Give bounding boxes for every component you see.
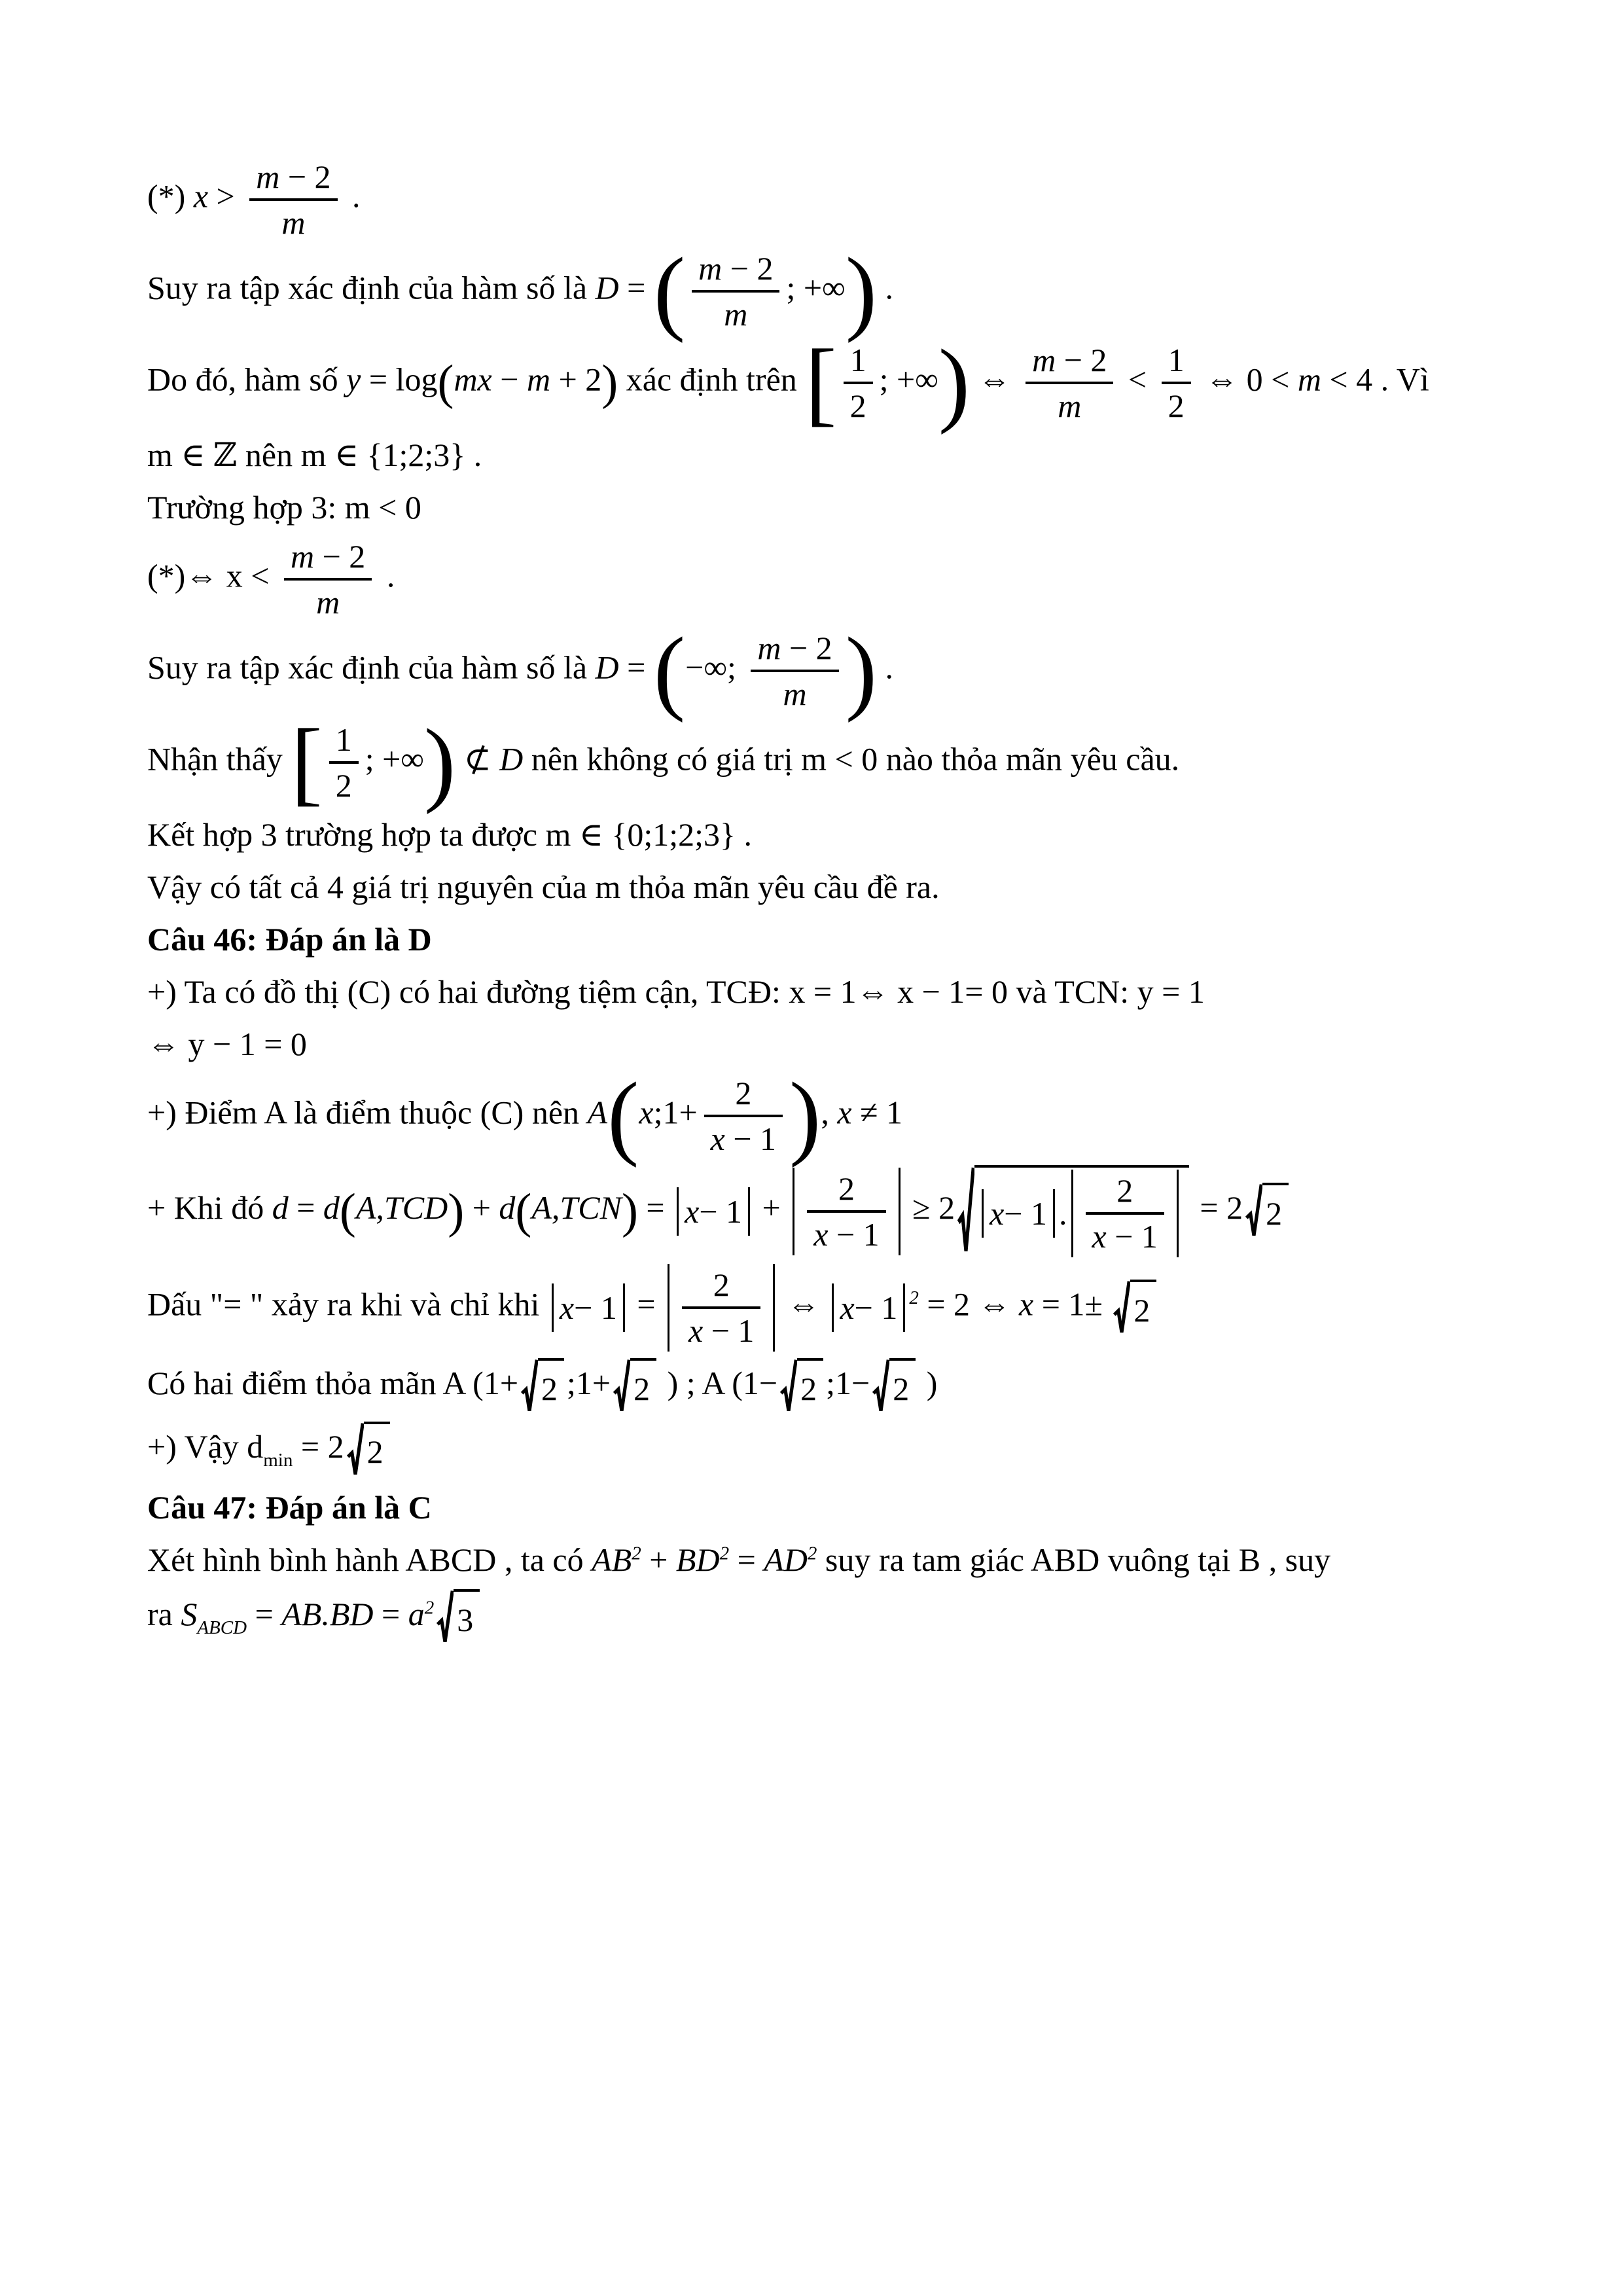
- root-content: [1262, 1183, 1289, 1240]
- delimiter: ): [845, 238, 877, 344]
- math-line: [147, 864, 1528, 910]
- delimiter: (: [607, 1063, 639, 1168]
- text-run: Câu 47: Đáp án là C: [147, 1489, 432, 1526]
- math-line: [147, 432, 1528, 478]
- denominator: [1026, 384, 1113, 425]
- text-run: − 1: [724, 1121, 777, 1157]
- math-var: m: [698, 250, 722, 287]
- root-content: [974, 1165, 1189, 1257]
- square-root: [437, 1589, 480, 1646]
- fraction: [751, 628, 838, 713]
- text-run: = 1±: [1033, 1285, 1111, 1323]
- fraction: [692, 249, 779, 334]
- absolute-value: [668, 1264, 775, 1352]
- math-line: [147, 618, 1528, 723]
- text-run: ra: [147, 1596, 181, 1633]
- text-run: (*): [147, 177, 194, 215]
- superscript: 2: [424, 1597, 435, 1619]
- text-run: ,: [821, 1094, 838, 1131]
- text-run: Vậy có tất cả 4 giá trị nguyên của m thỏa mãn yêu cầu đề ra.: [147, 869, 940, 905]
- math-line: [147, 969, 1528, 1014]
- text-run: − 1: [854, 1289, 898, 1326]
- math-line: [147, 484, 1528, 530]
- math-var: m: [316, 584, 340, 620]
- math-var: m: [783, 675, 807, 712]
- fraction: [1026, 340, 1113, 425]
- text-run: = 2 ⇔: [918, 1285, 1020, 1323]
- math-line: [147, 916, 1528, 962]
- radical-icon: [613, 1358, 630, 1415]
- text-run: − 2: [279, 158, 331, 195]
- text-run: ; +∞: [365, 740, 424, 778]
- math-var: D: [595, 649, 619, 686]
- math-var: x: [685, 1193, 700, 1230]
- delimiter: [: [291, 709, 323, 815]
- superscript: 2: [719, 1543, 730, 1564]
- text-run: − 1: [699, 1193, 743, 1230]
- math-var: D: [595, 269, 619, 306]
- delimiter: (: [653, 618, 686, 723]
- text-run: + 2: [550, 361, 602, 398]
- text-run: ;1+: [567, 1364, 611, 1401]
- text-run: .: [1059, 1195, 1067, 1232]
- math-var: x: [813, 1215, 829, 1253]
- numerator: [704, 1073, 783, 1117]
- text-run: ) ; A (1−: [659, 1364, 778, 1401]
- text-run: 2: [1116, 1172, 1133, 1209]
- fraction: [1162, 340, 1191, 425]
- delimiter: ): [938, 330, 971, 435]
- text-run: m ∈ ℤ nên m ∈ {1;2;3} .: [147, 437, 482, 473]
- text-run: ≠ 1: [851, 1094, 903, 1131]
- text-run: =: [247, 1596, 282, 1633]
- text-run: ;1−: [826, 1364, 870, 1401]
- text-run: − 2: [1056, 342, 1107, 378]
- delimiter: [: [805, 330, 837, 435]
- text-run: .: [876, 269, 893, 306]
- radical-icon: [1245, 1183, 1262, 1240]
- text-run: 2: [849, 387, 866, 424]
- math-var: A,TCN: [531, 1189, 622, 1226]
- delimiter: ): [423, 709, 456, 815]
- numerator: [807, 1169, 885, 1213]
- text-run: − 1: [1004, 1195, 1047, 1232]
- text-run: suy ra tam giác ABD vuông tại B , suy: [817, 1541, 1331, 1579]
- denominator: [844, 384, 873, 425]
- text-run: 2: [335, 767, 352, 804]
- math-var: m: [724, 296, 748, 332]
- text-run: .: [876, 649, 893, 686]
- numerator: [751, 628, 838, 672]
- denominator: [329, 764, 359, 805]
- math-var: x: [710, 1121, 725, 1157]
- math-var: m: [281, 204, 306, 241]
- math-var: m: [256, 158, 280, 195]
- denominator: [1162, 384, 1191, 425]
- text-run: +) Ta có đồ thị (C) có hai đường tiệm cận, TCĐ: x = 1⇔ x − 1= 0 và TCN: y = 1: [147, 973, 1205, 1010]
- superscript: 2: [632, 1543, 641, 1564]
- subscript: min: [263, 1449, 293, 1471]
- fraction: [1086, 1171, 1164, 1256]
- fraction: [329, 720, 359, 805]
- math-line: [147, 157, 1528, 242]
- square-root: [957, 1165, 1189, 1257]
- math-var: A: [587, 1094, 608, 1131]
- math-var: x: [840, 1289, 855, 1326]
- math-line: [147, 812, 1528, 857]
- text-run: −∞;: [685, 649, 745, 686]
- text-run: 2: [1266, 1195, 1283, 1232]
- math-line: [147, 1264, 1528, 1352]
- math-line: [147, 1422, 1528, 1479]
- text-run: 1: [335, 721, 352, 758]
- text-run: < 4 . Vì: [1321, 361, 1429, 398]
- math-var: x: [559, 1289, 575, 1326]
- numerator: [1086, 1171, 1164, 1215]
- absolute-value: [1071, 1170, 1179, 1257]
- text-run: (*)⇔ x <: [147, 557, 277, 594]
- subscript: ABCD: [197, 1617, 247, 1639]
- numerator: [1026, 340, 1113, 384]
- math-var: m: [291, 538, 315, 575]
- fraction: [682, 1265, 760, 1350]
- math-var: x: [837, 1094, 852, 1131]
- absolute-value: [832, 1283, 905, 1332]
- math-var: m: [1032, 342, 1056, 378]
- numerator: [284, 537, 372, 581]
- text-run: 2: [1133, 1291, 1150, 1329]
- text-run: Suy ra tập xác định của hàm số là: [147, 269, 596, 306]
- denominator: [692, 293, 779, 334]
- text-run: 2: [838, 1170, 855, 1207]
- text-run: − 2: [722, 250, 774, 287]
- fraction: [249, 157, 337, 242]
- text-run: nên không có giá trị m < 0 nào thỏa mãn yêu cầu.: [523, 740, 1180, 778]
- text-run: +: [464, 1189, 499, 1226]
- radical-icon: [1113, 1280, 1130, 1336]
- text-run: + Khi đó: [147, 1189, 272, 1226]
- denominator: [807, 1213, 885, 1254]
- math-var: x: [1092, 1218, 1107, 1255]
- square-root: [613, 1358, 656, 1415]
- text-run: 2: [800, 1370, 817, 1407]
- delimiter: (: [653, 238, 686, 344]
- math-var: m: [757, 630, 781, 666]
- text-run: ; +∞: [786, 269, 846, 306]
- text-run: 2: [633, 1370, 651, 1407]
- fraction: [284, 537, 372, 622]
- numerator: [844, 340, 873, 384]
- superscript: 2: [807, 1543, 817, 1564]
- denominator: [751, 672, 838, 713]
- delimiter: (: [515, 1183, 532, 1238]
- math-var: d: [323, 1189, 340, 1226]
- text-run: Câu 46: Đáp án là D: [147, 921, 432, 958]
- text-run: = 2: [1191, 1189, 1243, 1226]
- math-var: x: [990, 1195, 1005, 1232]
- text-run: ;1+: [653, 1094, 698, 1131]
- text-run: ⇔ 0 <: [1197, 361, 1298, 398]
- math-var: m: [526, 361, 551, 398]
- numerator: [329, 720, 359, 764]
- absolute-value: [982, 1189, 1055, 1238]
- absolute-value: [677, 1187, 750, 1236]
- delimiter: ): [601, 355, 618, 410]
- document-body: [147, 157, 1528, 1653]
- math-line: [147, 1063, 1528, 1168]
- text-run: − 1: [828, 1215, 880, 1253]
- root-content: [454, 1589, 480, 1646]
- math-var: y: [346, 361, 361, 398]
- math-var: m: [1297, 361, 1321, 398]
- text-run: xác định trên: [618, 361, 806, 398]
- text-run: − 1: [1106, 1218, 1158, 1255]
- square-root: [521, 1358, 564, 1415]
- square-root: [347, 1422, 390, 1479]
- math-var: A,TCD: [355, 1189, 448, 1226]
- math-line: [147, 537, 1528, 622]
- text-run: ): [918, 1364, 938, 1401]
- math-line: [147, 1021, 1528, 1067]
- text-run: Dấu "= " xảy ra khi và chỉ khi: [147, 1285, 548, 1323]
- math-var: d: [499, 1189, 516, 1226]
- fraction: [844, 340, 873, 425]
- text-run: ⊄: [455, 740, 500, 778]
- text-run: +) Điểm A là điểm thuộc (C) nên: [147, 1094, 588, 1131]
- text-run: = log: [361, 361, 438, 398]
- radical-icon: [957, 1165, 974, 1257]
- denominator: [682, 1309, 760, 1350]
- math-line: [147, 1589, 1528, 1646]
- numerator: [682, 1265, 760, 1309]
- denominator: [284, 581, 372, 622]
- fraction: [704, 1073, 783, 1158]
- superscript: 2: [909, 1287, 919, 1309]
- numerator: [692, 249, 779, 293]
- text-run: Có hai điểm thỏa mãn A (1+: [147, 1364, 519, 1401]
- math-var: x: [688, 1312, 704, 1349]
- text-run: +: [754, 1189, 789, 1226]
- text-run: .: [378, 557, 395, 594]
- denominator: [249, 201, 337, 242]
- math-var: m: [1058, 387, 1082, 424]
- root-content: [538, 1358, 564, 1415]
- text-run: =: [628, 1285, 664, 1323]
- root-content: [364, 1422, 390, 1479]
- text-run: =: [288, 1189, 323, 1226]
- absolute-value: [552, 1283, 625, 1332]
- text-run: 2: [713, 1266, 730, 1303]
- delimiter: ): [621, 1183, 638, 1238]
- text-run: Nhận thấy: [147, 740, 291, 778]
- math-line: [147, 1165, 1528, 1257]
- root-content: [797, 1358, 823, 1415]
- math-var: d: [272, 1189, 289, 1226]
- text-run: ⇔: [779, 1285, 829, 1323]
- math-line: [147, 238, 1528, 344]
- math-var: AB: [592, 1541, 632, 1579]
- text-run: +: [641, 1541, 676, 1579]
- text-run: − 2: [314, 538, 366, 575]
- text-run: −: [491, 361, 527, 398]
- square-root: [1245, 1183, 1289, 1240]
- radical-icon: [347, 1422, 364, 1479]
- text-run: ⇔: [970, 361, 1020, 398]
- text-run: Suy ra tập xác định của hàm số là: [147, 649, 596, 686]
- denominator: [1086, 1215, 1164, 1256]
- math-var: AD: [764, 1541, 808, 1579]
- radical-icon: [780, 1358, 797, 1415]
- text-run: ; +∞: [879, 361, 938, 398]
- text-run: <: [1120, 361, 1155, 398]
- text-run: =: [729, 1541, 764, 1579]
- text-run: 2: [541, 1370, 558, 1407]
- delimiter: (: [437, 355, 454, 410]
- text-run: − 1: [703, 1312, 755, 1349]
- text-run: .: [344, 177, 361, 215]
- text-run: 2: [366, 1433, 383, 1471]
- text-run: +) Vậy d: [147, 1427, 264, 1465]
- math-var: D: [499, 740, 524, 778]
- text-run: Kết hợp 3 trường hợp ta được m ∈ {0;1;2;3} .: [147, 816, 753, 853]
- math-var: S: [181, 1596, 198, 1633]
- fraction: [807, 1169, 885, 1254]
- math-var: AB.BD: [281, 1596, 374, 1633]
- math-line: [147, 709, 1528, 815]
- math-var: a: [408, 1596, 425, 1633]
- math-line: [147, 330, 1528, 435]
- denominator: [704, 1117, 783, 1158]
- delimiter: ): [845, 618, 877, 723]
- radical-icon: [437, 1589, 454, 1646]
- text-run: 1: [849, 342, 866, 378]
- text-run: = 2: [293, 1427, 344, 1465]
- text-run: Do đó, hàm số: [147, 361, 347, 398]
- radical-icon: [521, 1358, 538, 1415]
- numerator: [1162, 340, 1191, 384]
- radical-icon: [872, 1358, 889, 1415]
- math-line: [147, 1484, 1528, 1530]
- text-run: − 1: [574, 1289, 617, 1326]
- text-run: ≥ 2: [904, 1189, 955, 1226]
- root-content: [1130, 1280, 1156, 1336]
- text-run: 3: [457, 1602, 474, 1639]
- text-run: − 2: [781, 630, 832, 666]
- text-run: =: [373, 1596, 408, 1633]
- math-var: x: [1019, 1285, 1034, 1323]
- text-run: =: [618, 649, 654, 686]
- math-var: mx: [454, 361, 492, 398]
- absolute-value: [793, 1168, 900, 1255]
- text-run: 2: [1168, 387, 1185, 424]
- text-run: 2: [735, 1075, 752, 1111]
- math-line: [147, 1358, 1528, 1415]
- text-run: 2: [893, 1370, 910, 1407]
- math-var: x: [639, 1094, 654, 1131]
- square-root: [1113, 1280, 1156, 1336]
- math-var: BD: [675, 1541, 720, 1579]
- text-run: >: [208, 177, 243, 215]
- math-var: x: [193, 177, 209, 215]
- text-run: Xét hình bình hành ABCD , ta có: [147, 1541, 592, 1579]
- text-run: =: [637, 1189, 673, 1226]
- math-line: [147, 1537, 1528, 1583]
- delimiter: ): [789, 1063, 821, 1168]
- text-run: =: [618, 269, 654, 306]
- root-content: [889, 1358, 916, 1415]
- text-run: 1: [1168, 342, 1185, 378]
- root-content: [630, 1358, 656, 1415]
- delimiter: ): [448, 1183, 465, 1238]
- text-run: Trường hợp 3: m < 0: [147, 489, 421, 526]
- delimiter: (: [339, 1183, 356, 1238]
- numerator: [249, 157, 337, 201]
- square-root: [780, 1358, 823, 1415]
- text-run: ⇔ y − 1 = 0: [147, 1026, 307, 1062]
- square-root: [872, 1358, 916, 1415]
